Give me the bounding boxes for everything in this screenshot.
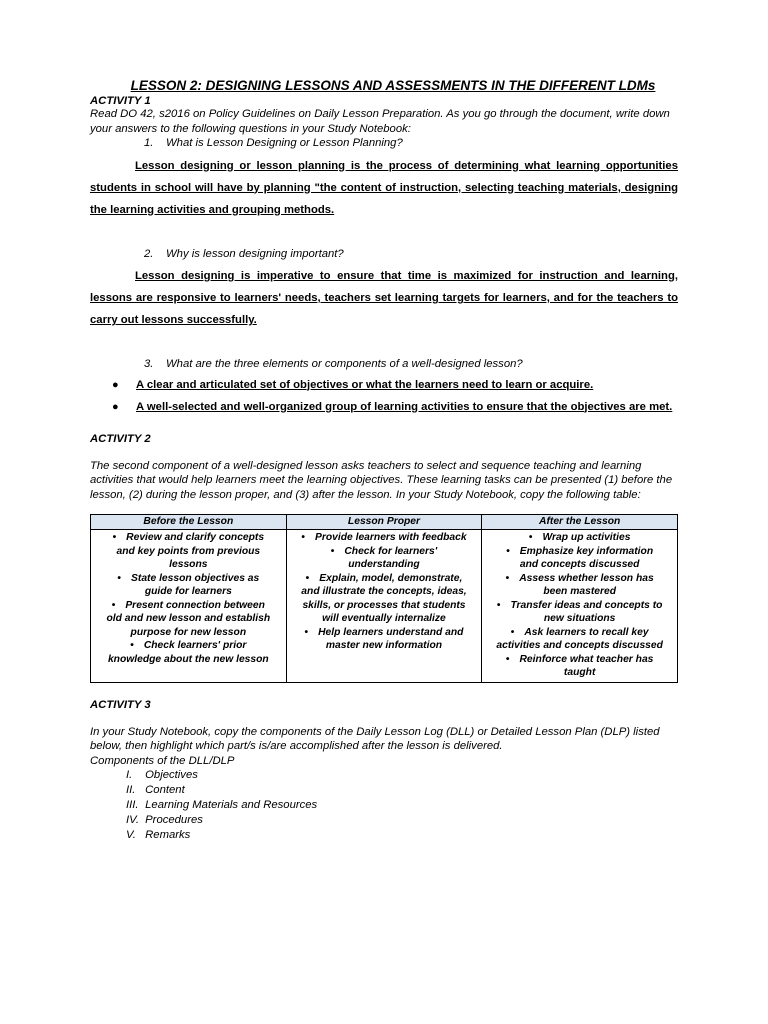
bullet-icon: ● (112, 378, 119, 391)
table-header-row (91, 515, 678, 530)
activity-2-intro: The second component of a well-designed lesson asks teachers to select and sequence teaching and learning activities that would help learners meet the learning objectives. These learning tasks can be presented (1) before the lesson, (2) during the lesson proper, and (3) after the lesson. In your Study Notebook, copy the following table: (90, 459, 673, 501)
question-2 (90, 247, 678, 262)
activity-1-intro: Read DO 42, s2016 on Policy Guidelines on Daily Lesson Preparation. As you go through the document, write down your answers to the following questions in your Study Notebook: (90, 108, 670, 135)
list-item: • Wrap up activities (488, 531, 671, 545)
table-row (91, 530, 678, 683)
list-item: • Ask learners to recall key activities and concepts discussed (488, 626, 671, 653)
list-item: • Reinforce what teacher has taught (488, 653, 671, 680)
answer-text: Lesson designing is imperative to ensure that time is maximized for instruction and learning, lessons are responsive to learners' needs, teachers set learning targets for learners, and for the teachers to carry out lessons successfully. (90, 270, 678, 326)
document-page (90, 78, 678, 843)
list-item: ● A clear and articulated set of objectives or what the learners need to learn or acquire. (90, 374, 678, 396)
question-3 (90, 357, 678, 372)
list-item: III. Learning Materials and Resources (126, 799, 318, 811)
list-item: • Check for learners' understanding (293, 545, 476, 572)
components-list-title: Components of the DLL/DLP (90, 754, 235, 767)
activity-2-heading: ACTIVITY 2 (90, 432, 151, 445)
list-item: • Help learners understand and master new information (293, 626, 476, 653)
question-text: What are the three elements or components of a well-designed lesson? (166, 358, 523, 370)
after-lesson-cell (482, 530, 678, 683)
lesson-title: LESSON 2: DESIGNING LESSONS AND ASSESSMENTS IN THE DIFFERENT LDMs (130, 78, 656, 93)
column-header: Lesson Proper (286, 515, 482, 530)
answer-2 (90, 265, 678, 331)
activity-3-heading: ACTIVITY 3 (90, 698, 151, 711)
list-item: II. Content (126, 784, 185, 796)
activity-3-intro: In your Study Notebook, copy the components of the Daily Lesson Log (DLL) or Detailed Lesson Plan (DLP) listed below, then highlight which part/s is/are accomplished after the lesson is delivered. (90, 725, 660, 752)
answer-3-list (90, 374, 678, 418)
list-item: I. Objectives (126, 769, 198, 781)
question-number: 3. (144, 358, 154, 370)
column-header: Before the Lesson (91, 515, 287, 530)
question-text: What is Lesson Designing or Lesson Planning? (166, 137, 403, 149)
answer-text: Lesson designing or lesson planning is the process of determining what learning opportunities students in school will have by planning "the content of instruction, selecting teaching materials, designing the learning activities and grouping methods. (90, 159, 678, 216)
list-item: V. Remarks (126, 829, 191, 841)
question-text: Why is lesson designing important? (166, 247, 344, 260)
list-item: • Explain, model, demonstrate, and illustrate the concepts, ideas, skills, or processes that students will eventually internalize (293, 572, 476, 626)
list-item: • Review and clarify concepts and key points from previous lessons (97, 531, 280, 572)
list-item: ● A well-selected and well-organized group of learning activities to ensure that the objectives are met. (90, 396, 678, 418)
components-list (90, 768, 678, 843)
question-number: 1. (144, 137, 154, 149)
question-number: 2. (144, 247, 154, 260)
bullet-icon: ● (112, 400, 119, 413)
list-item: • Transfer ideas and concepts to new situations (488, 599, 671, 626)
answer-1 (90, 155, 678, 221)
list-item: • Assess whether lesson has been mastered (488, 572, 671, 599)
list-item: IV. Procedures (126, 814, 203, 826)
list-item: • Present connection between old and new lesson and establish purpose for new lesson (97, 599, 280, 640)
list-item: • Check learners' prior knowledge about the new lesson (97, 639, 280, 666)
before-lesson-cell (91, 530, 287, 683)
column-header: After the Lesson (482, 515, 678, 530)
activity-1-heading: ACTIVITY 1 (90, 95, 151, 107)
list-item: • Emphasize key information and concepts discussed (488, 545, 671, 572)
lesson-proper-cell (286, 530, 482, 683)
list-item: • Provide learners with feedback (293, 531, 476, 545)
lesson-activities-table (90, 514, 678, 683)
list-item: • State lesson objectives as guide for learners (97, 572, 280, 599)
question-1 (90, 136, 678, 151)
